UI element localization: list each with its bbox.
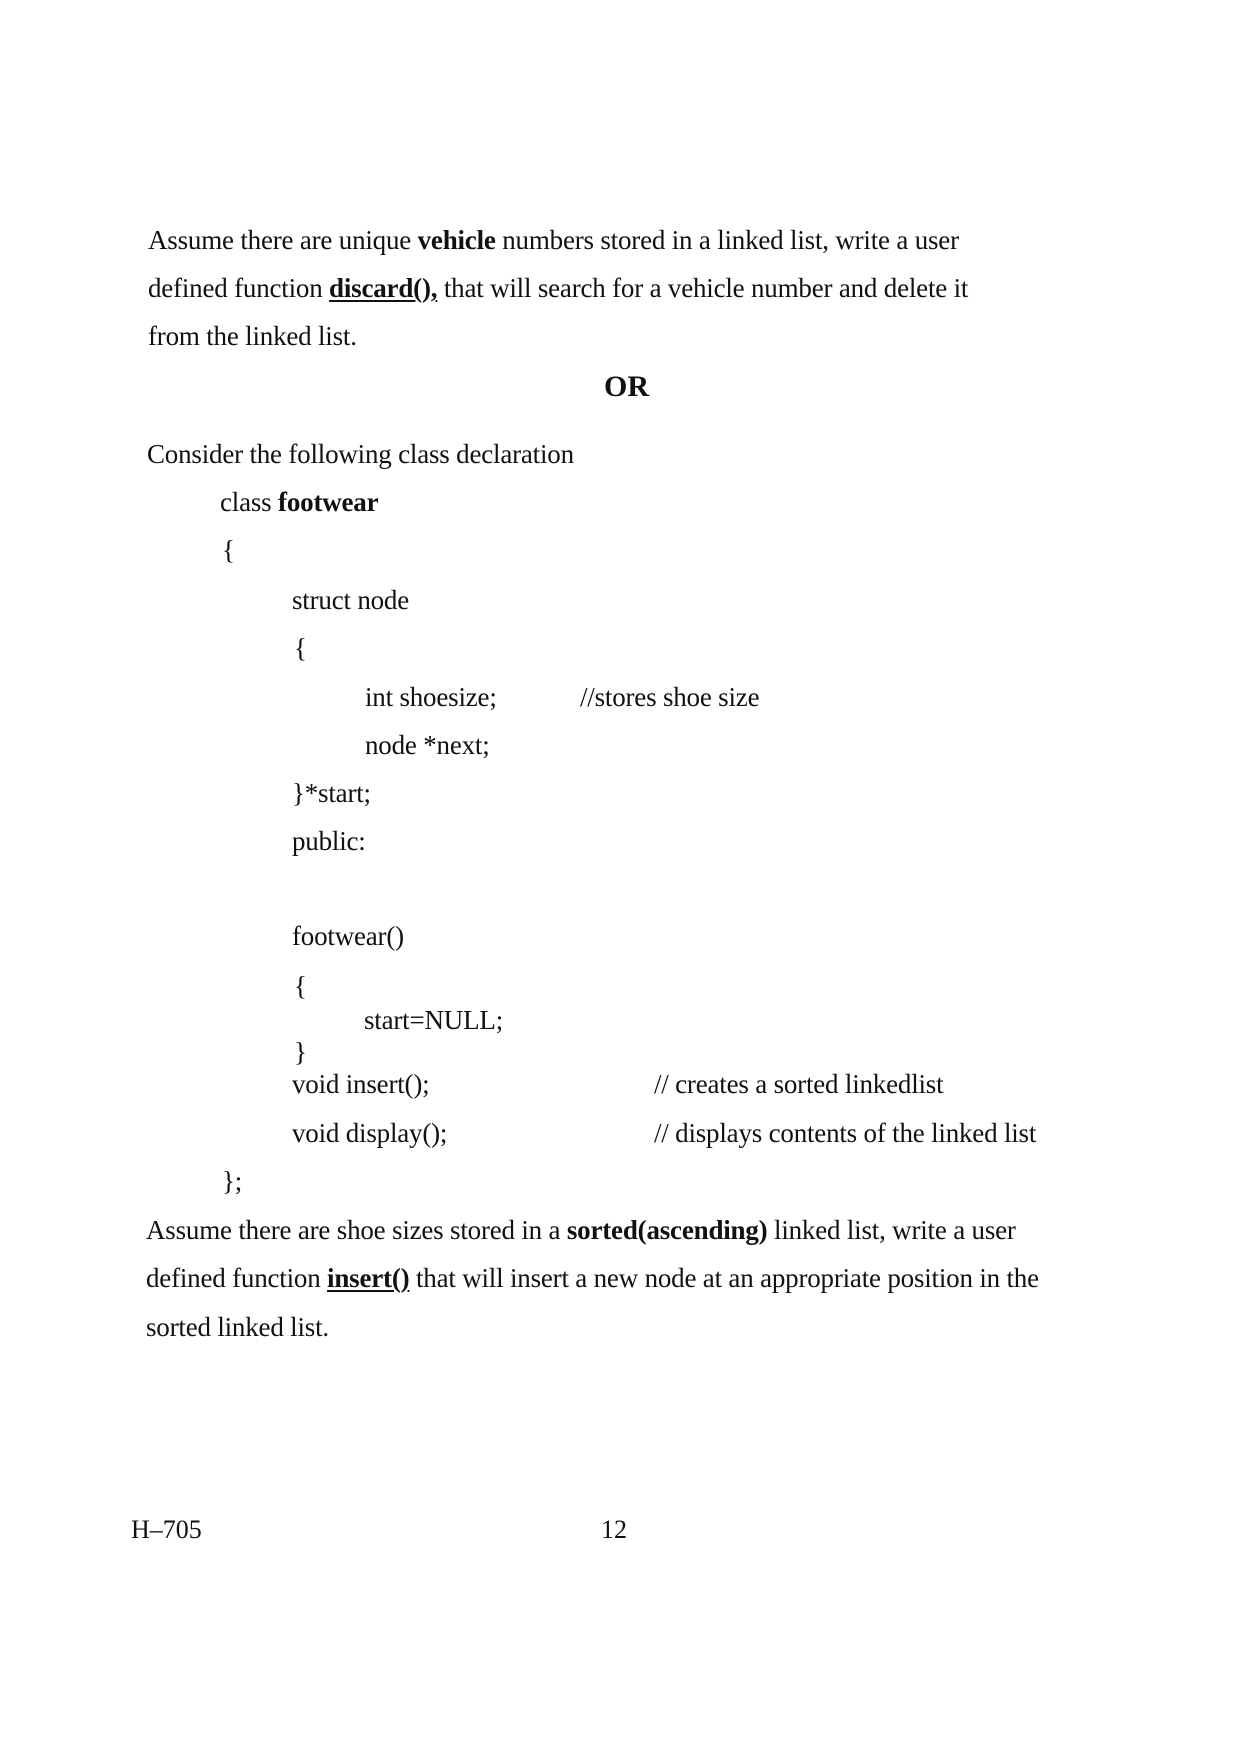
function-insert: insert() xyxy=(327,1263,410,1293)
question-b-task-line-3: sorted linked list. xyxy=(146,1312,329,1342)
public-label: public: xyxy=(292,826,366,856)
class-name-footwear: footwear xyxy=(278,487,379,517)
text-segment: defined function xyxy=(148,273,330,303)
page-number: 12 xyxy=(601,1515,627,1544)
struct-close: }*start; xyxy=(292,778,371,808)
text-segment: Assume there are unique xyxy=(148,225,418,255)
class-open-brace: { xyxy=(222,535,235,565)
text-segment: linked list, write a user xyxy=(767,1215,1016,1245)
text-segment: numbers stored in a linked list, write a user xyxy=(495,225,959,255)
insert-declaration: void insert(); xyxy=(292,1069,430,1099)
paper-code: H–705 xyxy=(131,1515,202,1544)
insert-comment: // creates a sorted linkedlist xyxy=(654,1069,944,1099)
text-segment: that will insert a new node at an appropriate position in the xyxy=(409,1263,1039,1293)
or-separator: OR xyxy=(604,370,649,403)
shoesize-comment: //stores shoe size xyxy=(580,682,760,712)
constructor-body: start=NULL; xyxy=(364,1005,503,1035)
keyword-class: class xyxy=(220,487,279,517)
constructor-footwear: footwear() xyxy=(292,921,404,951)
text-segment: defined function xyxy=(146,1263,328,1293)
struct-open-brace: { xyxy=(294,633,307,663)
display-comment: // displays contents of the linked list xyxy=(654,1118,1037,1148)
question-b-intro: Consider the following class declaration xyxy=(147,439,574,469)
display-declaration: void display(); xyxy=(292,1118,448,1148)
question-a-line-3: from the linked list. xyxy=(148,321,357,351)
next-declaration: node *next; xyxy=(365,730,490,760)
text-segment: Assume there are shoe sizes stored in a xyxy=(146,1215,567,1245)
constructor-open-brace: { xyxy=(294,971,307,1001)
function-discard: discard(), xyxy=(329,273,438,303)
shoesize-declaration: int shoesize; xyxy=(365,682,497,712)
question-b-task-line-1 xyxy=(146,1214,1016,1246)
text-segment: that will search for a vehicle number and delete it xyxy=(437,273,969,303)
keyword-vehicle: vehicle xyxy=(417,225,496,255)
struct-node: struct node xyxy=(292,585,410,615)
class-close: }; xyxy=(222,1166,243,1196)
question-a-line-1 xyxy=(148,224,959,256)
constructor-close-brace: } xyxy=(294,1037,307,1067)
question-a-line-2 xyxy=(148,272,968,304)
class-declaration xyxy=(220,486,378,518)
keyword-sorted-ascending: sorted(ascending) xyxy=(566,1215,768,1245)
question-b-task-line-2 xyxy=(146,1262,1039,1294)
